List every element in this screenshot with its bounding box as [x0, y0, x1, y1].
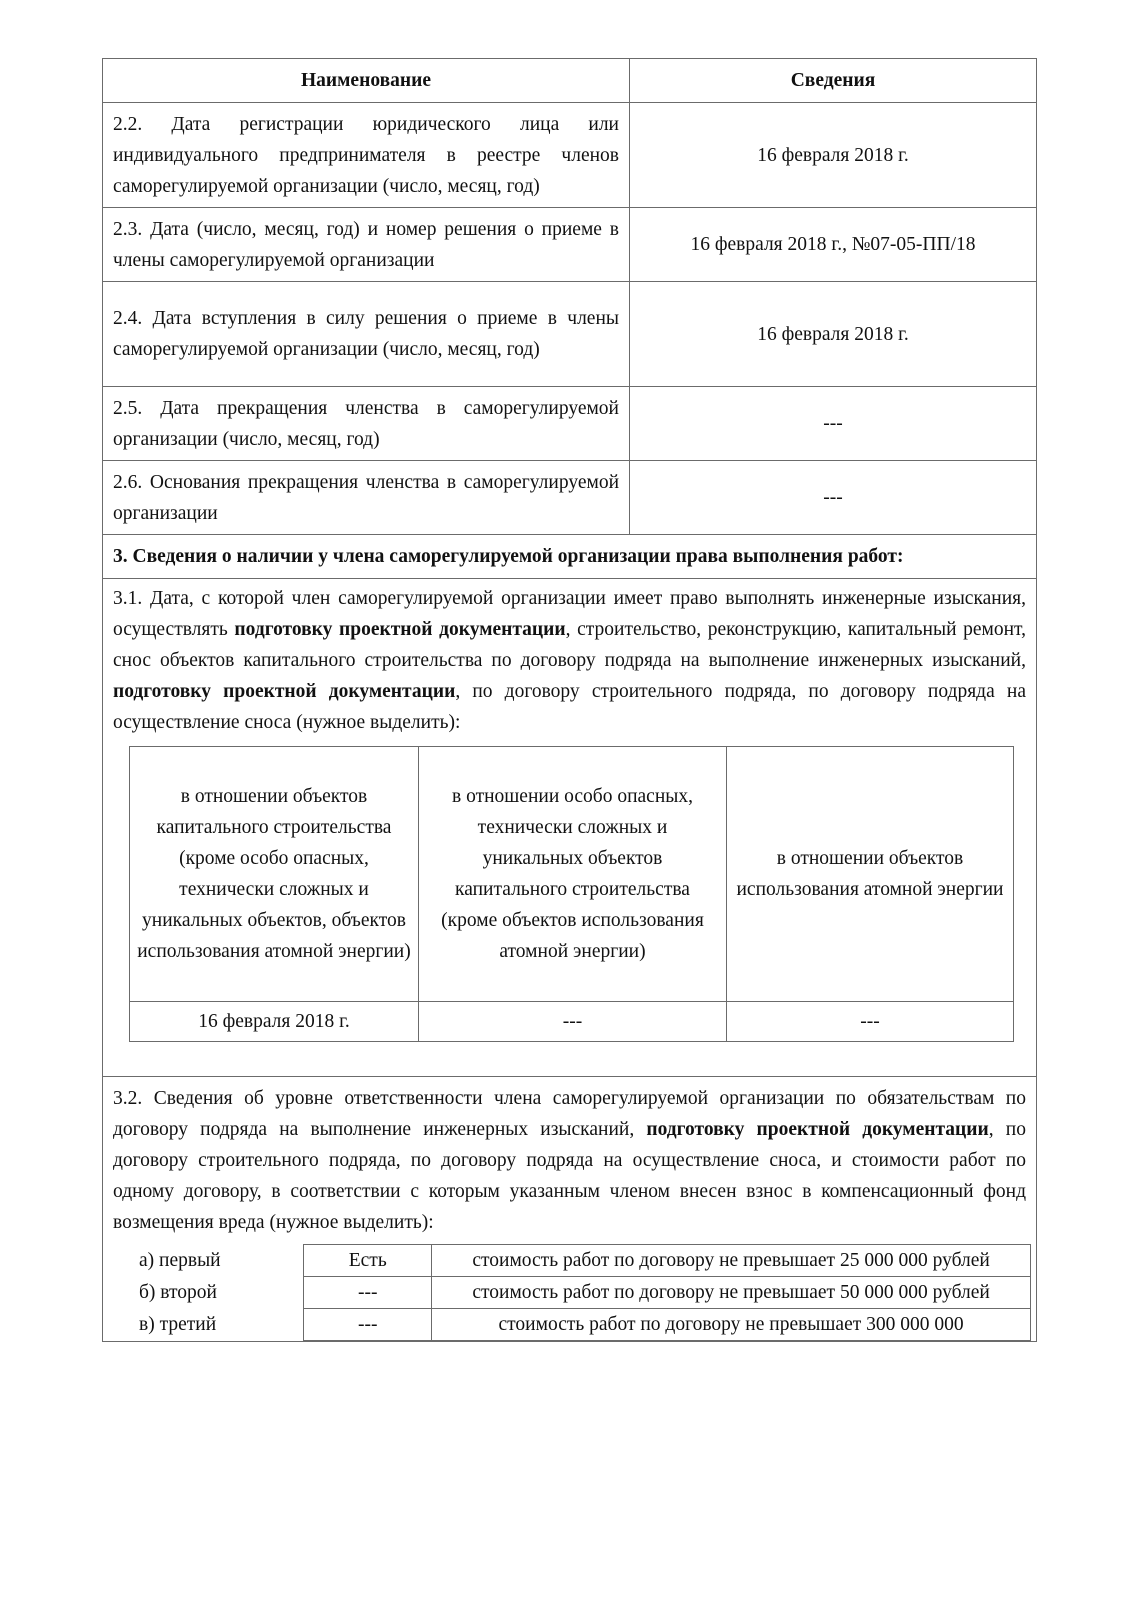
level-row [113, 1245, 1031, 1277]
row-label: 2.6. Основания прекращения членства в саморегулируемой организации [103, 461, 630, 535]
table-row [103, 461, 1037, 535]
rights-value-atomic: --- [727, 1002, 1014, 1042]
rights-value-capital: 16 февраля 2018 г. [130, 1002, 419, 1042]
row-value: 16 февраля 2018 г. [630, 282, 1037, 387]
row-value: 16 февраля 2018 г. [630, 103, 1037, 208]
rights-col-dangerous-objects: в отношении особо опасных, технически сложных и уникальных объектов капитального строительства (кроме объектов использования атомной энергии) [419, 747, 727, 1002]
section-3-title: 3. Сведения о наличии у члена саморегулируемой организации права выполнения работ: [103, 535, 1037, 579]
row-value: 16 февраля 2018 г., №07-05-ПП/18 [630, 208, 1037, 282]
row-label: 2.4. Дата вступления в силу решения о приеме в члены саморегулируемой организации (число, месяц, год) [103, 282, 630, 387]
table-row [103, 103, 1037, 208]
level-label: б) второй [139, 1281, 217, 1303]
work-rights-header-row [130, 747, 1014, 1002]
work-rights-table [129, 746, 1014, 1042]
level-mark: Есть [304, 1245, 432, 1277]
table-header-row [103, 59, 1037, 103]
level-label: а) первый [139, 1249, 221, 1271]
row-label: 2.2. Дата регистрации юридического лица или индивидуального предпринимателя в реестре членов саморегулируемой организации (число, месяц, год) [103, 103, 630, 208]
section-heading-row [103, 535, 1037, 579]
rights-col-capital-objects: в отношении объектов капитального строительства (кроме особо опасных, технически сложных и уникальных объектов, объектов использования атомной энергии) [130, 747, 419, 1002]
document-page [102, 58, 1036, 1342]
column-header-info: Сведения [630, 59, 1037, 103]
membership-info-table [102, 58, 1037, 1342]
level-description: стоимость работ по договору не превышает 300 000 000 [432, 1309, 1031, 1341]
row-value: --- [630, 387, 1037, 461]
level-description: стоимость работ по договору не превышает 50 000 000 рублей [432, 1277, 1031, 1309]
table-row [103, 282, 1037, 387]
level-description: стоимость работ по договору не превышает 25 000 000 рублей [432, 1245, 1031, 1277]
rights-col-atomic-objects: в отношении объектов использования атомной энергии [727, 747, 1014, 1002]
level-label: в) третий [139, 1313, 217, 1335]
row-value: --- [630, 461, 1037, 535]
level-row [113, 1309, 1031, 1341]
table-row [103, 208, 1037, 282]
level-mark: --- [304, 1277, 432, 1309]
row-label: 2.5. Дата прекращения членства в саморегулируемой организации (число, месяц, год) [103, 387, 630, 461]
responsibility-level-table [113, 1244, 1031, 1341]
section-3-2-row [103, 1077, 1037, 1342]
section-3-1-row [103, 579, 1037, 1077]
table-row [103, 387, 1037, 461]
paragraph-3-1: 3.1. Дата, с которой член саморегулируемой организации имеет право выполнять инженерные изыскания, осуществлять подготовку проектной документации, строительство, реконструкцию, капитальный ремонт, снос объектов капитального строительства по договору подряда на выполнение инженерных изысканий, подготовку проектной документации, по договору строительного подряда, по договору подряда на осуществление сноса (нужное выделить): [113, 588, 1026, 733]
work-rights-value-row [130, 1002, 1014, 1042]
rights-value-dangerous: --- [419, 1002, 727, 1042]
level-mark: --- [304, 1309, 432, 1341]
level-row [113, 1277, 1031, 1309]
paragraph-3-2: 3.2. Сведения об уровне ответственности члена саморегулируемой организации по обязательствам по договору подряда на выполнение инженерных изысканий, подготовку проектной документации, по договору строительного подряда, по договору подряда на осуществление сноса, и стоимости работ по одному договору, в соответствии с которым указанным членом внесен взнос в компенсационный фонд возмещения вреда (нужное выделить): [113, 1088, 1026, 1233]
row-label: 2.3. Дата (число, месяц, год) и номер решения о приеме в члены саморегулируемой организации [103, 208, 630, 282]
column-header-name: Наименование [103, 59, 630, 103]
